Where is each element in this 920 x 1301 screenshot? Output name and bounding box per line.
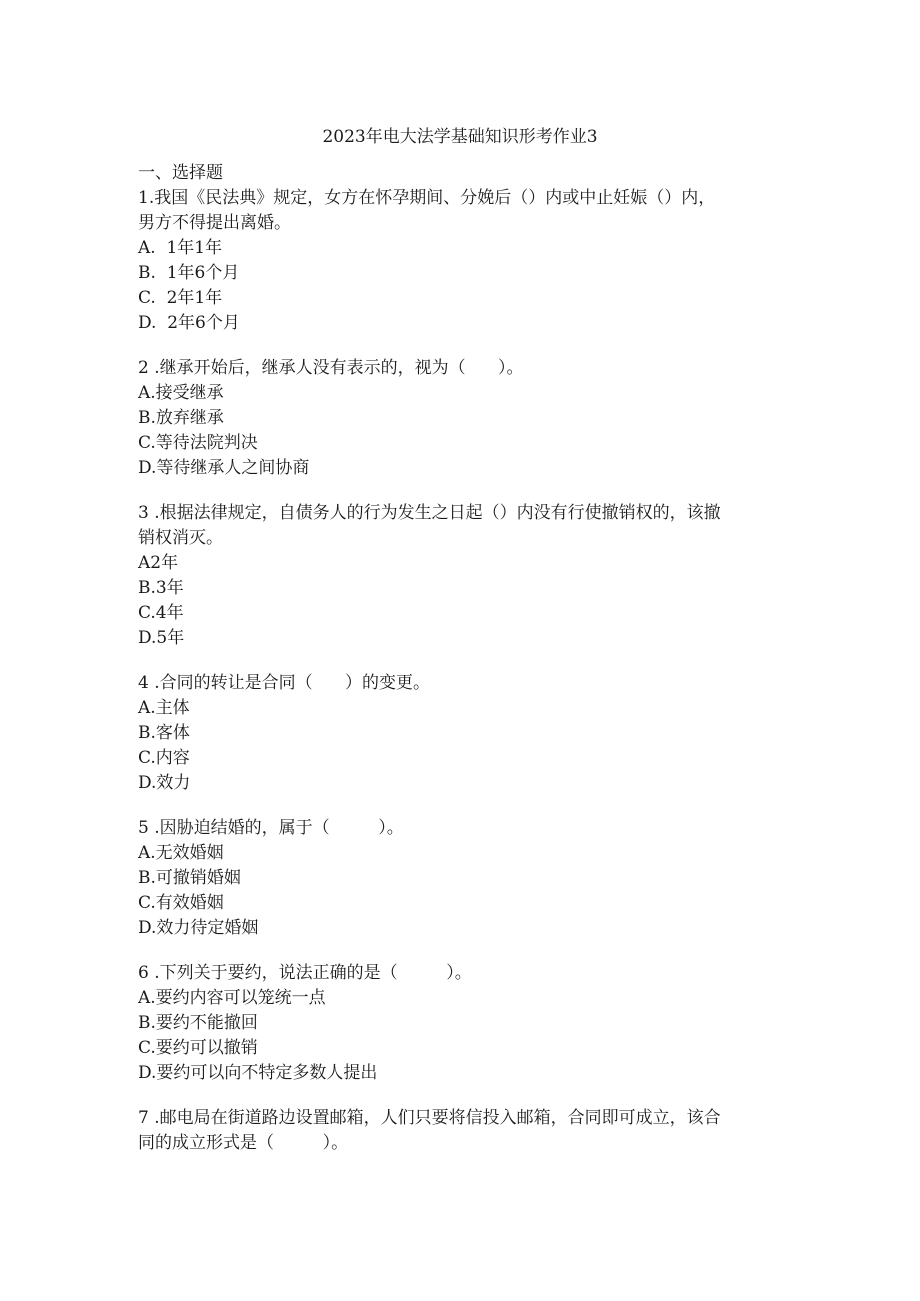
answer-option-a: A.主体 [138, 698, 190, 718]
answer-option-d: D.要约可以向不特定多数人提出 [138, 1063, 378, 1083]
answer-option-b: B.放弃继承 [138, 408, 224, 428]
answer-option-c: C.等待法院判决 [138, 433, 258, 453]
question-stem-line: 2 .继承开始后，继承人没有表示的，视为（ ）。 [138, 358, 524, 378]
document-title: 2023年电大法学基础知识形考作业3 [322, 127, 598, 147]
answer-option-b: B.可撤销婚姻 [138, 868, 241, 888]
question-stem-line: 1.我国《民法典》规定，女方在怀孕期间、分娩后（）内或中止妊娠（）内， [138, 188, 716, 208]
answer-option-b: B.客体 [138, 723, 190, 743]
answer-option-c: C.4年 [138, 603, 184, 623]
section-heading: 一、选择题 [138, 163, 223, 183]
question-stem-line: 男方不得提出离婚。 [138, 213, 291, 233]
answer-option-a: A. 1年1年 [138, 238, 223, 258]
question-stem-line: 5 .因胁迫结婚的，属于（ ）。 [138, 818, 404, 838]
question-stem-line: 同的成立形式是（ ）。 [138, 1133, 349, 1153]
answer-option-d: D.5年 [138, 628, 185, 648]
question-stem-line: 4 .合同的转让是合同（ ）的变更。 [138, 673, 431, 693]
question-stem-line: 销权消灭。 [138, 528, 223, 548]
answer-option-a: A.要约内容可以笼统一点 [138, 988, 326, 1008]
question-2 [138, 356, 798, 481]
answer-option-d: D. 2年6个月 [138, 313, 240, 333]
answer-option-a: A.接受继承 [138, 383, 224, 403]
question-1 [138, 186, 798, 336]
answer-option-b: B. 1年6个月 [138, 263, 240, 283]
answer-option-c: C.要约可以撤销 [138, 1038, 258, 1058]
answer-option-d: D.效力 [138, 773, 191, 793]
question-stem-line: 6 .下列关于要约，说法正确的是（ ）。 [138, 963, 472, 983]
answer-option-b: B.要约不能撤回 [138, 1013, 258, 1033]
answer-option-a: A.无效婚姻 [138, 843, 224, 863]
question-5 [138, 816, 798, 941]
question-list [138, 186, 798, 1156]
answer-option-c: C.内容 [138, 748, 190, 768]
answer-option-c: C.有效婚姻 [138, 893, 224, 913]
answer-option-b: B.3年 [138, 578, 184, 598]
answer-option-d: D.等待继承人之间协商 [138, 458, 310, 478]
question-7 [138, 1106, 798, 1156]
question-3 [138, 501, 798, 651]
answer-option-a: A2年 [138, 553, 179, 573]
document-content [138, 160, 798, 1156]
question-4 [138, 671, 798, 796]
question-stem-line: 7 .邮电局在街道路边设置邮箱，人们只要将信投入邮箱，合同即可成立，该合 [138, 1108, 721, 1128]
answer-option-c: C. 2年1年 [138, 288, 223, 308]
question-stem-line: 3 .根据法律规定，自债务人的行为发生之日起（）内没有行使撤销权的，该撤 [138, 503, 721, 523]
question-6 [138, 961, 798, 1086]
answer-option-d: D.效力待定婚姻 [138, 918, 259, 938]
